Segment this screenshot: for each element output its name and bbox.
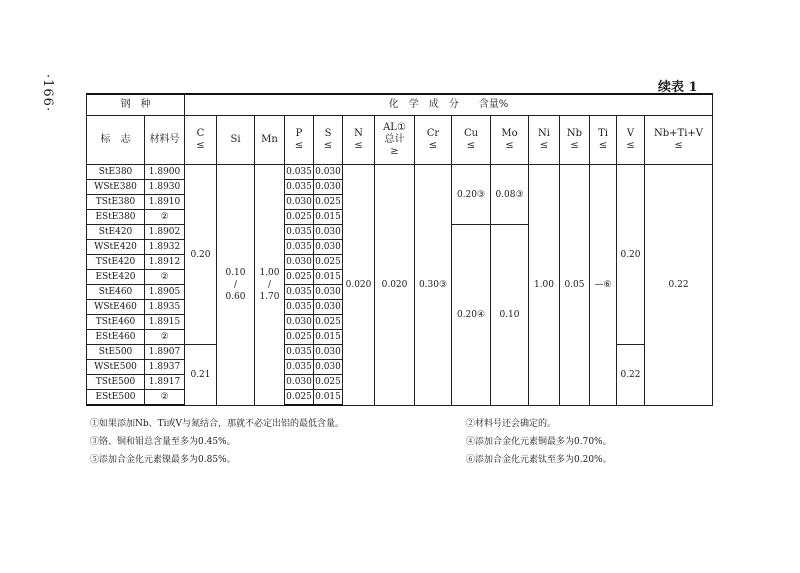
footnote-4: ④添加合金化元素铜最多为0.70%。	[466, 437, 612, 447]
element-header: Nb ≤	[560, 116, 590, 165]
s-value-cell: 0.030	[314, 300, 343, 315]
v-value-cell: 0.20	[617, 165, 645, 345]
material-number-cell: ②	[145, 390, 185, 406]
material-number-cell: 1.8932	[145, 240, 185, 255]
n-value-cell: 0.020	[343, 165, 375, 406]
nb-ti-v-value-cell: 0.22	[645, 165, 713, 406]
s-value-cell: 0.030	[314, 285, 343, 300]
p-value-cell: 0.035	[285, 285, 314, 300]
s-value-cell: 0.015	[314, 210, 343, 225]
material-number-cell: 1.8902	[145, 225, 185, 240]
chemical-composition-table	[86, 93, 713, 406]
material-number-cell: 1.8935	[145, 300, 185, 315]
steel-mark-cell: TStE460	[87, 315, 145, 330]
steel-mark-cell: WStE500	[87, 360, 145, 375]
element-header: Cr ≤	[415, 116, 452, 165]
material-number-cell: 1.8905	[145, 285, 185, 300]
c-value-cell: 0.20	[185, 165, 217, 345]
mn-value-cell: 1.00 / 1.70	[255, 165, 285, 406]
element-header: AL① 总计 ≥	[375, 116, 415, 165]
steel-mark-cell: StE460	[87, 285, 145, 300]
element-header: Mo ≤	[491, 116, 529, 165]
ni-value-cell: 1.00	[529, 165, 560, 406]
steel-mark-cell: WStE460	[87, 300, 145, 315]
element-header: P ≤	[285, 116, 314, 165]
material-number-cell: 1.8912	[145, 255, 185, 270]
element-header: Ni ≤	[529, 116, 560, 165]
p-value-cell: 0.035	[285, 345, 314, 360]
p-value-cell: 0.035	[285, 225, 314, 240]
mo-value-cell: 0.10	[491, 225, 529, 406]
material-number-cell: 1.8937	[145, 360, 185, 375]
cu-value-cell: 0.20④	[452, 225, 491, 406]
mo-value-cell: 0.08③	[491, 165, 529, 225]
s-value-cell: 0.025	[314, 375, 343, 390]
material-number-cell: ②	[145, 210, 185, 225]
p-value-cell: 0.030	[285, 315, 314, 330]
al-value-cell: 0.020	[375, 165, 415, 406]
element-header: Si	[217, 116, 255, 165]
s-value-cell: 0.025	[314, 195, 343, 210]
page-number: ·166·	[40, 74, 55, 113]
steel-mark-cell: StE380	[87, 165, 145, 180]
p-value-cell: 0.035	[285, 165, 314, 180]
element-header: S ≤	[314, 116, 343, 165]
table-row	[87, 165, 713, 180]
material-number-cell: 1.8917	[145, 375, 185, 390]
footnote-3: ③铬、铜和钼总含量至多为0.45%。	[90, 437, 236, 447]
v-value-cell: 0.22	[617, 345, 645, 406]
material-number-cell: 1.8907	[145, 345, 185, 360]
element-header: N ≤	[343, 116, 375, 165]
c-value-cell: 0.21	[185, 345, 217, 406]
s-value-cell: 0.030	[314, 345, 343, 360]
steel-mark-cell: StE500	[87, 345, 145, 360]
material-number-header: 材料号	[145, 116, 185, 165]
chemical-composition-header: 化 学 成 分 含量%	[185, 94, 713, 116]
cr-value-cell: 0.30③	[415, 165, 452, 406]
s-value-cell: 0.030	[314, 165, 343, 180]
p-value-cell: 0.025	[285, 210, 314, 225]
p-value-cell: 0.035	[285, 300, 314, 315]
material-number-cell: ②	[145, 270, 185, 285]
steel-mark-cell: EStE380	[87, 210, 145, 225]
steel-mark-cell: TStE500	[87, 375, 145, 390]
element-header: Nb+Ti+V ≤	[645, 116, 713, 165]
s-value-cell: 0.030	[314, 240, 343, 255]
steel-mark-cell: EStE460	[87, 330, 145, 345]
material-number-cell: ②	[145, 330, 185, 345]
p-value-cell: 0.035	[285, 240, 314, 255]
steel-mark-cell: TStE420	[87, 255, 145, 270]
steel-mark-cell: StE420	[87, 225, 145, 240]
element-header: Ti ≤	[590, 116, 617, 165]
footnote-5: ⑤添加合金化元素镍最多为0.85%。	[90, 455, 236, 465]
p-value-cell: 0.025	[285, 270, 314, 285]
s-value-cell: 0.025	[314, 255, 343, 270]
p-value-cell: 0.025	[285, 390, 314, 406]
element-header: V ≤	[617, 116, 645, 165]
steel-grade-header: 钢 种	[87, 94, 185, 116]
p-value-cell: 0.035	[285, 180, 314, 195]
continued-table-label: 续表 1	[658, 80, 698, 95]
material-number-cell: 1.8930	[145, 180, 185, 195]
si-value-cell: 0.10 / 0.60	[217, 165, 255, 406]
cu-value-cell: 0.20③	[452, 165, 491, 225]
p-value-cell: 0.030	[285, 195, 314, 210]
material-number-cell: 1.8915	[145, 315, 185, 330]
p-value-cell: 0.030	[285, 375, 314, 390]
s-value-cell: 0.015	[314, 390, 343, 406]
p-value-cell: 0.025	[285, 330, 314, 345]
footnote-1: ①如果添加Nb、Ti或V与氮结合，那就不必定出铝的最低含量。	[90, 419, 345, 429]
material-number-cell: 1.8900	[145, 165, 185, 180]
s-value-cell: 0.030	[314, 225, 343, 240]
footnote-6: ⑥添加合金化元素钛至多为0.20%。	[466, 455, 612, 465]
nb-value-cell: 0.05	[560, 165, 590, 406]
material-number-cell: 1.8910	[145, 195, 185, 210]
s-value-cell: 0.015	[314, 330, 343, 345]
footnote-2: ②材料号还会确定的。	[466, 419, 557, 429]
element-header: C ≤	[185, 116, 217, 165]
steel-mark-cell: TStE380	[87, 195, 145, 210]
s-value-cell: 0.030	[314, 360, 343, 375]
element-header: Cu ≤	[452, 116, 491, 165]
s-value-cell: 0.025	[314, 315, 343, 330]
element-header: Mn	[255, 116, 285, 165]
s-value-cell: 0.030	[314, 180, 343, 195]
ti-value-cell: —⑥	[590, 165, 617, 406]
steel-mark-cell: EStE420	[87, 270, 145, 285]
s-value-cell: 0.015	[314, 270, 343, 285]
mark-header: 标 志	[87, 116, 145, 165]
steel-mark-cell: WStE380	[87, 180, 145, 195]
steel-mark-cell: WStE420	[87, 240, 145, 255]
steel-mark-cell: EStE500	[87, 390, 145, 406]
p-value-cell: 0.035	[285, 360, 314, 375]
p-value-cell: 0.030	[285, 255, 314, 270]
